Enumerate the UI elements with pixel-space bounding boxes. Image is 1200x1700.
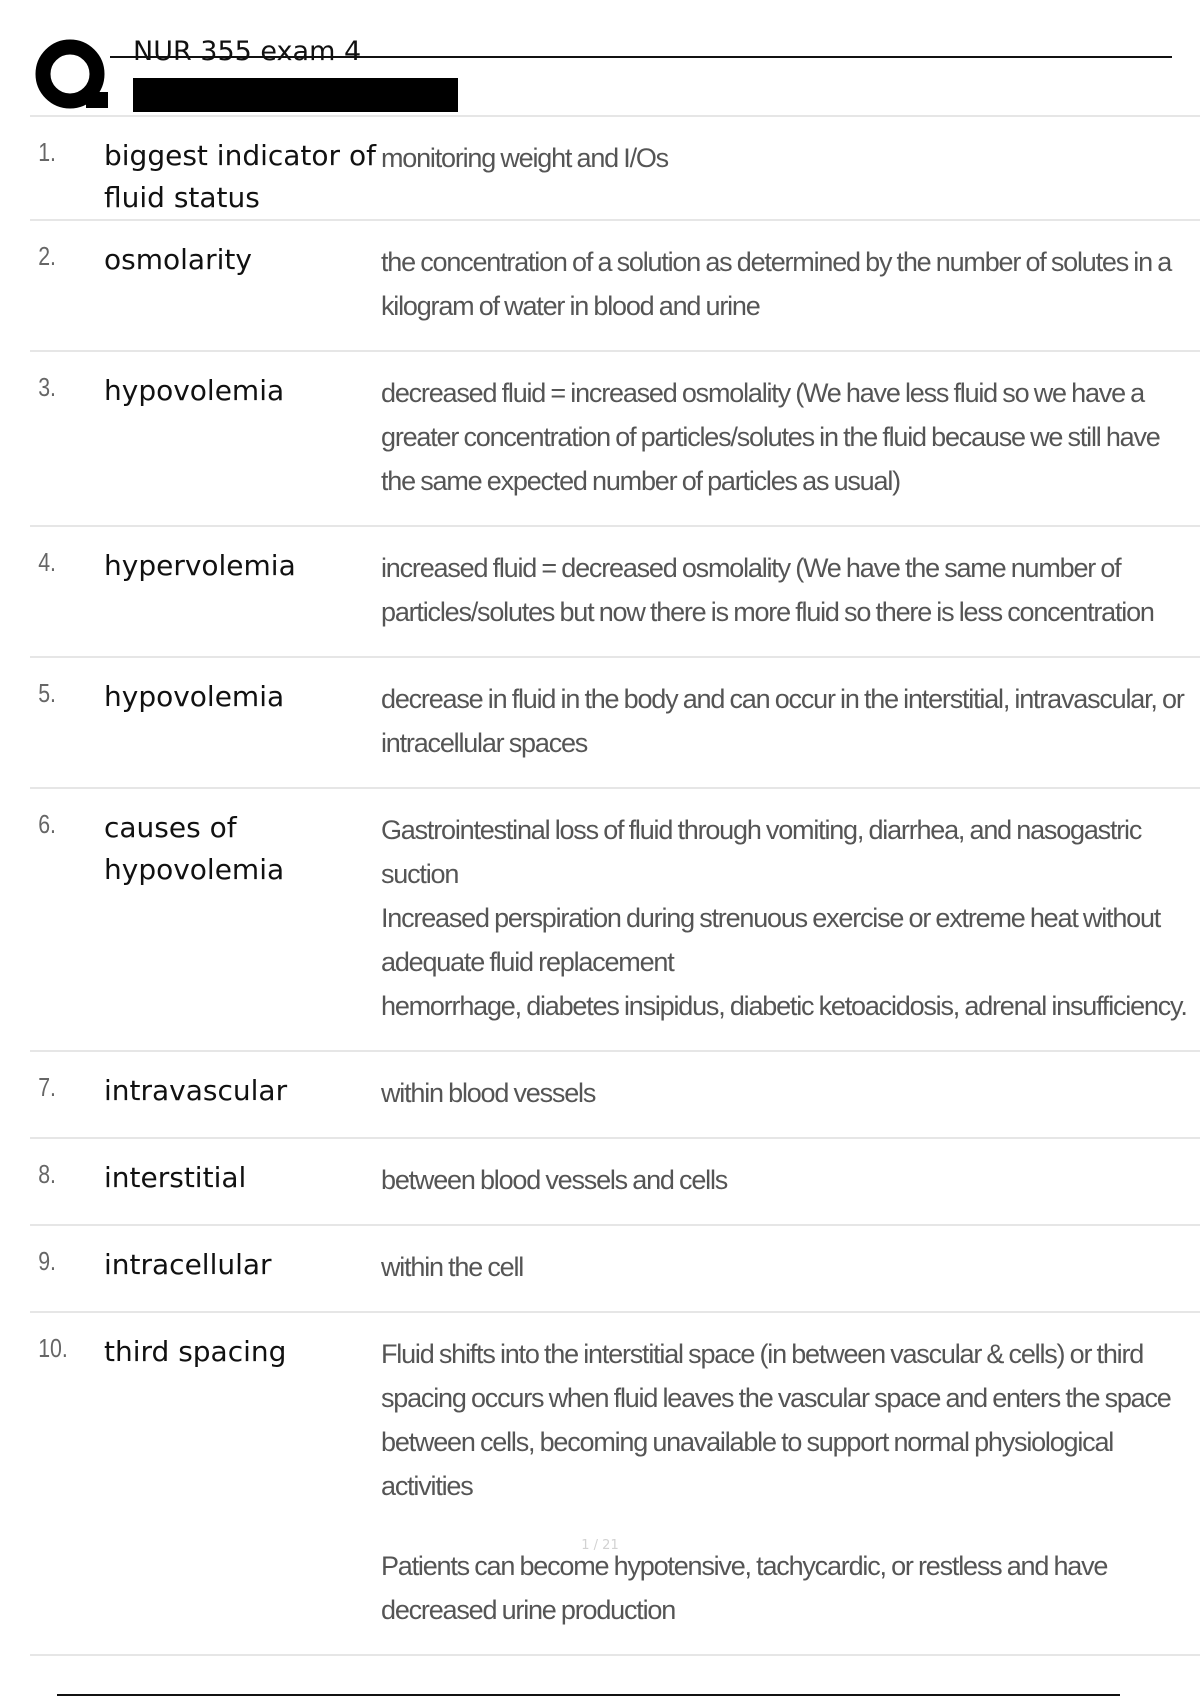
definition-paragraph: increased fluid = decreased osmolality (We have the same number of particles/solutes but now there is more fluid so there is less concentration xyxy=(381,553,1154,627)
definition-paragraph: Patients can become hypotensive, tachycardic, or restless and have decreased urine production xyxy=(381,1551,1108,1625)
term-definition xyxy=(381,1313,1200,1654)
definition-paragraph: between blood vessels and cells xyxy=(381,1165,728,1195)
term-number: 3. xyxy=(38,372,56,402)
deck-title: NUR 355 exam 4 xyxy=(133,36,362,67)
term-number: 2. xyxy=(38,241,56,271)
term-row xyxy=(30,1311,1200,1656)
term-text: causes of hypovolemia xyxy=(104,811,285,886)
term-number: 10. xyxy=(38,1333,68,1363)
term-text: biggest indicator of fluid status xyxy=(104,139,376,214)
term-row xyxy=(30,656,1200,787)
term-definition xyxy=(381,1139,1200,1224)
term-text: intracellular xyxy=(104,1248,272,1281)
term-row xyxy=(30,219,1200,350)
term-number: 6. xyxy=(38,809,56,839)
footer-rule xyxy=(57,1694,1120,1696)
term-number: 1. xyxy=(38,137,56,167)
term-number: 4. xyxy=(38,547,56,577)
quizlet-q-logo xyxy=(34,36,112,114)
term-text: osmolarity xyxy=(104,243,252,276)
definition-paragraph: decrease in fluid in the body and can occur in the interstitial, intravascular, or intracellular spaces xyxy=(381,684,1184,758)
term-text: third spacing xyxy=(104,1335,287,1368)
term-number: 7. xyxy=(38,1072,56,1102)
term-row xyxy=(30,787,1200,1050)
term-number: 5. xyxy=(38,678,56,708)
term-definition xyxy=(381,1052,1200,1137)
definition-paragraph: decreased fluid = increased osmolality (We have less fluid so we have a greater concentration of particles/solutes in the fluid because we still have the same expected number of particles as usual) xyxy=(381,378,1160,496)
definition-paragraph: monitoring weight and I/Os xyxy=(381,143,668,173)
term-row xyxy=(30,350,1200,525)
deck-header xyxy=(30,30,1145,115)
term-number: 8. xyxy=(38,1159,56,1189)
term-definition xyxy=(381,527,1200,656)
term-row xyxy=(30,115,1200,219)
definition-paragraph: Increased perspiration during strenuous exercise or extreme heat without adequate fluid replacement xyxy=(381,903,1161,977)
term-definition xyxy=(381,221,1200,350)
definition-paragraph: Gastrointestinal loss of fluid through vomiting, diarrhea, and nasogastric suction xyxy=(381,815,1142,889)
term-text: interstitial xyxy=(104,1161,247,1194)
term-definition xyxy=(381,1226,1200,1311)
term-definition xyxy=(381,789,1200,1050)
term-row xyxy=(30,1137,1200,1224)
definition-paragraph: hemorrhage, diabetes insipidus, diabetic ketoacidosis, adrenal insufficiency. xyxy=(381,991,1187,1021)
term-row xyxy=(30,1224,1200,1311)
term-definition xyxy=(381,117,1200,219)
page-indicator: 1 / 21 xyxy=(581,1538,619,1553)
definition-paragraph: within the cell xyxy=(381,1252,524,1282)
term-list xyxy=(30,115,1200,1656)
term-text: hypovolemia xyxy=(104,680,285,713)
term-text: intravascular xyxy=(104,1074,288,1107)
term-row xyxy=(30,1050,1200,1137)
term-text: hypovolemia xyxy=(104,374,285,407)
definition-paragraph: the concentration of a solution as determined by the number of solutes in a kilogram of water in blood and urine xyxy=(381,247,1172,321)
definition-paragraph: Fluid shifts into the interstitial space (in between vascular & cells) or third spacing occurs when fluid leaves the vascular space and enters the space between cells, becoming unavailable to support normal physiological activities xyxy=(381,1339,1171,1501)
term-row xyxy=(30,525,1200,656)
redacted-author-block xyxy=(133,78,458,112)
definition-paragraph: within blood vessels xyxy=(381,1078,596,1108)
term-definition xyxy=(381,658,1200,787)
term-text: hypervolemia xyxy=(104,549,296,582)
term-number: 9. xyxy=(38,1246,56,1276)
term-definition xyxy=(381,352,1200,525)
